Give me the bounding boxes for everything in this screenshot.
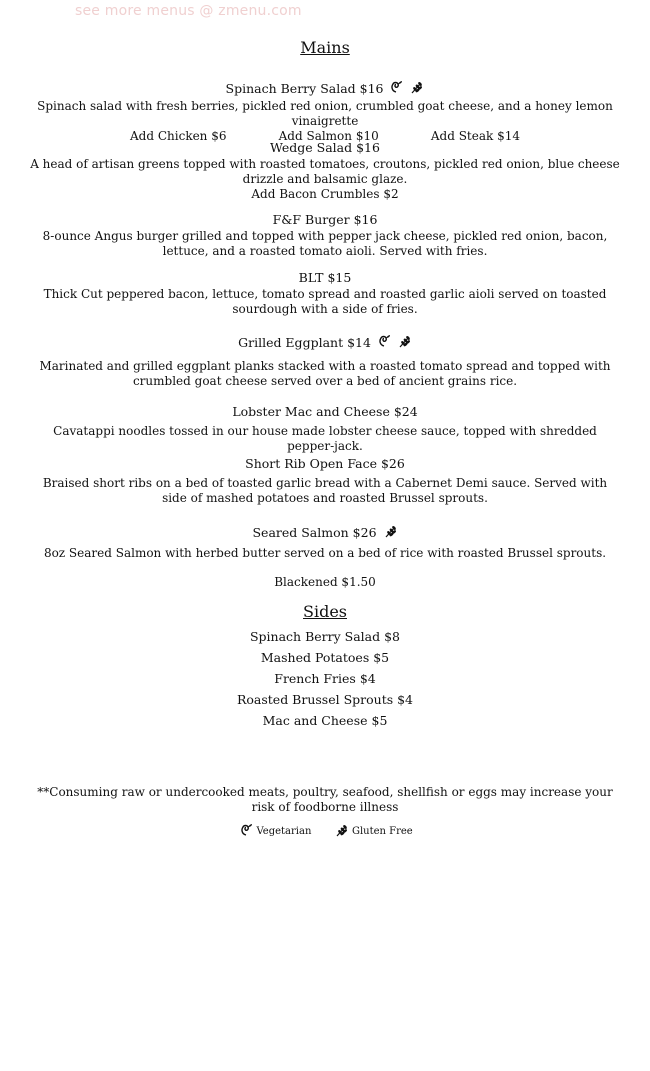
addon-salmon: Add Salmon $10 xyxy=(278,129,379,143)
item-title: F&F Burger $16 xyxy=(272,212,378,227)
side-item: French Fries $4 xyxy=(274,671,376,686)
side-item: Spinach Berry Salad $8 xyxy=(249,629,400,644)
item-description: 8oz Seared Salmon with herbed butter served on a bed of rice with roasted Brussel sprouts. xyxy=(43,546,607,560)
gluten-free-icon xyxy=(335,823,349,840)
item-title: Short Rib Open Face $26 xyxy=(245,456,405,471)
vegetarian-icon xyxy=(378,334,391,353)
menu-item xyxy=(30,455,620,506)
section-title-mains: Mains xyxy=(300,38,350,57)
item-title: Seared Salmon $26 xyxy=(252,525,377,540)
addon-chicken: Add Chicken $6 xyxy=(130,129,227,143)
vegetarian-icon xyxy=(390,80,403,99)
watermark: see more menus @ zmenu.com xyxy=(75,3,302,19)
item-title: Spinach Berry Salad $16 xyxy=(225,81,384,96)
gluten-free-icon xyxy=(398,334,412,353)
menu-item xyxy=(30,80,620,144)
gluten-free-icon xyxy=(384,524,398,543)
vegetarian-icon xyxy=(240,823,253,840)
item-addon: Blackened $1.50 xyxy=(274,575,376,589)
item-description: 8-ounce Angus burger grilled and topped with pepper jack cheese, pickled red onion, bacon, lettuce, and a roasted tomato aioli. Served with fries. xyxy=(42,229,608,258)
side-item: Mashed Potatoes $5 xyxy=(260,650,390,665)
menu-item xyxy=(30,524,620,590)
addon-steak: Add Steak $14 xyxy=(430,129,520,143)
menu-item xyxy=(30,211,620,259)
legend-gluten-free-label: Gluten Free xyxy=(351,826,413,837)
item-title: Lobster Mac and Cheese $24 xyxy=(232,404,418,419)
legend-vegetarian-label: Vegetarian xyxy=(256,826,312,837)
item-title: Wedge Salad $16 xyxy=(270,140,380,155)
item-title: Grilled Eggplant $14 xyxy=(238,335,371,350)
menu-item xyxy=(30,139,620,202)
item-description: A head of artisan greens topped with roasted tomatoes, croutons, pickled red onion, blue cheese drizzle and balsamic glaze. xyxy=(30,157,620,186)
side-item: Mac and Cheese $5 xyxy=(262,713,388,728)
item-description: Cavatappi noodles tossed in our house made lobster cheese sauce, topped with shredded pepper-jack. xyxy=(53,424,597,453)
disclaimer: **Consuming raw or undercooked meats, poultry, seafood, shellfish or eggs may increase your risk of foodborne illness xyxy=(37,785,613,814)
gluten-free-icon xyxy=(410,80,424,99)
menu-item xyxy=(30,269,620,317)
side-item: Roasted Brussel Sprouts $4 xyxy=(236,692,414,707)
section-title-sides: Sides xyxy=(303,602,347,621)
item-description: Marinated and grilled eggplant planks stacked with a roasted tomato spread and topped with crumbled goat cheese served over a bed of ancient grains rice. xyxy=(39,359,611,388)
item-description: Spinach salad with fresh berries, pickled red onion, crumbled goat cheese, and a honey lemon vinaigrette xyxy=(37,99,613,128)
item-title: BLT $15 xyxy=(298,270,352,285)
item-description: Thick Cut peppered bacon, lettuce, tomato spread and roasted garlic aioli served on toasted sourdough with a side of fries. xyxy=(43,287,607,316)
legend xyxy=(0,823,650,840)
menu-item xyxy=(30,403,620,454)
item-description: Braised short ribs on a bed of toasted garlic bread with a Cabernet Demi sauce. Served with side of mashed potatoes and roasted Brussel sprouts. xyxy=(42,476,608,505)
item-addon: Add Bacon Crumbles $2 xyxy=(251,187,399,201)
menu-item xyxy=(30,334,620,389)
